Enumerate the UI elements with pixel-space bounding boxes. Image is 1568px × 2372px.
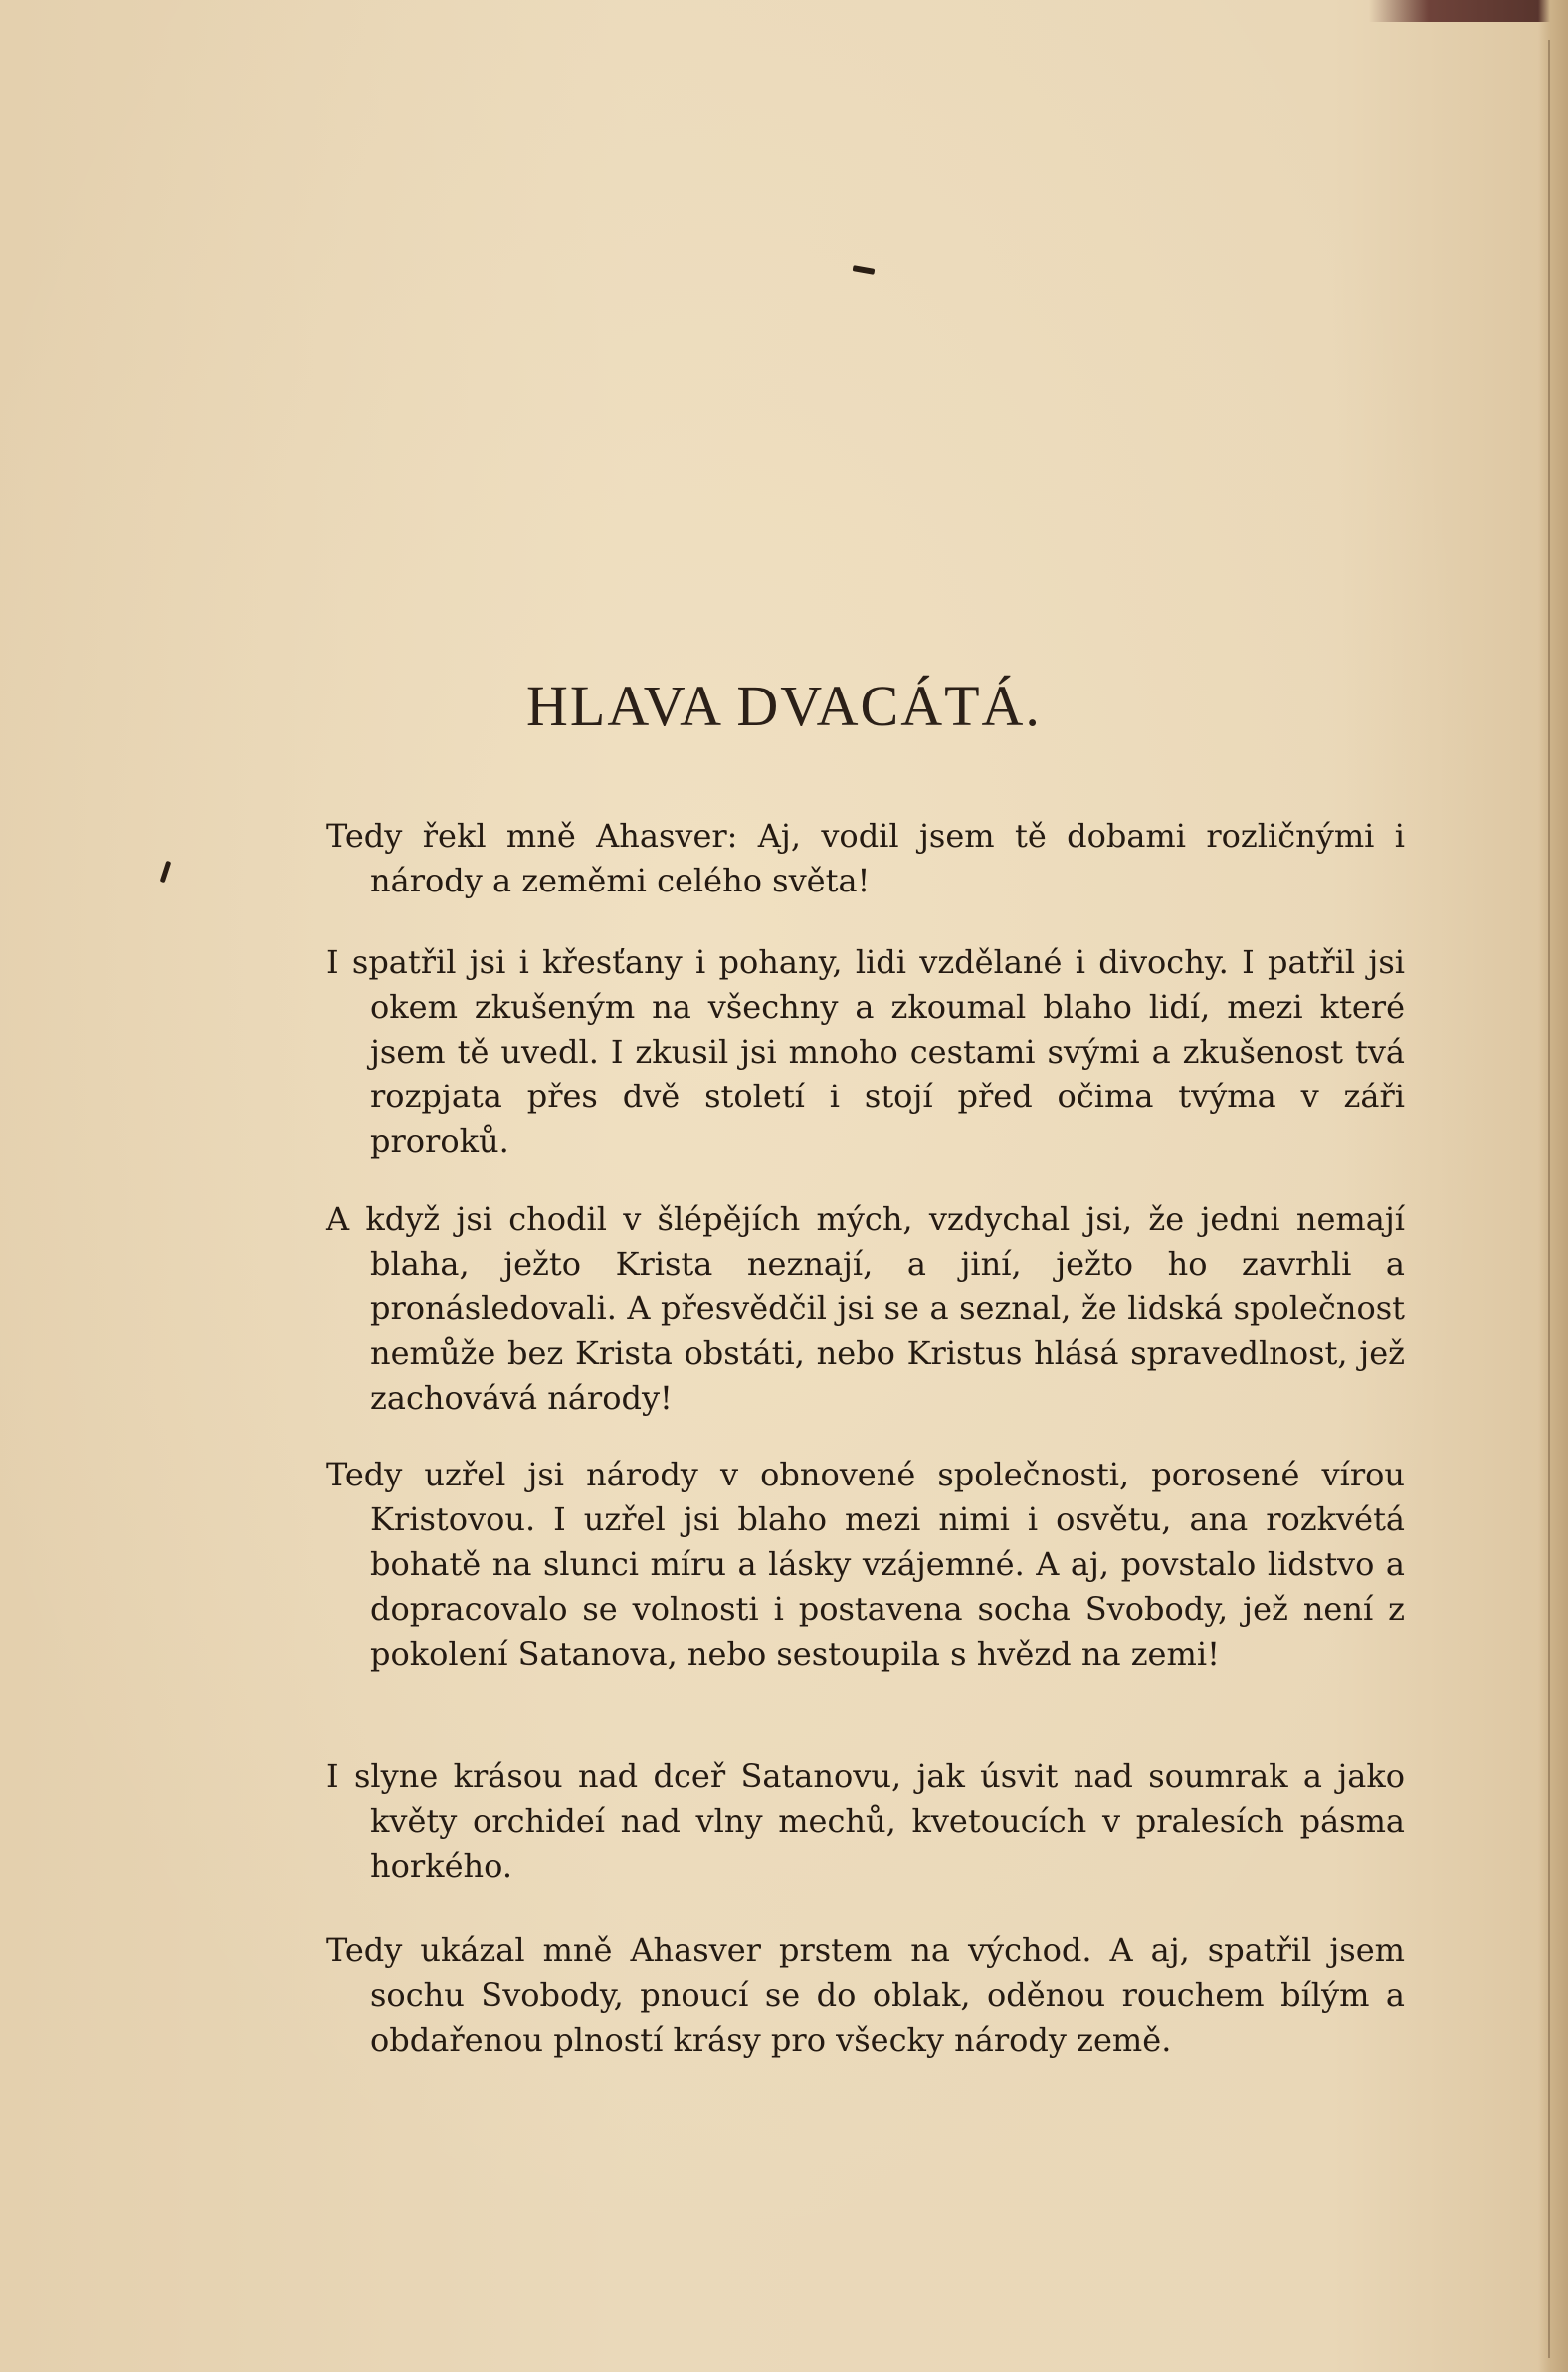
chapter-title: HLAVA DVACÁTÁ. — [526, 674, 1042, 738]
paragraph: A když jsi chodil v šlépějích mých, vzdychal jsi, že jedni nemají blaha, ježto Krista neznají, a jiní, ježto ho zavrhli a pronásledovali. A přesvědčil jsi se a seznal, že lidská společnost nemůže bez Krista obstáti, nebo Kristus hlásá spravedlnost, jež zachovává národy! — [326, 1200, 1405, 1417]
paragraph: I slyne krásou nad dceř Satanovu, jak úsvit nad soumrak a jako květy orchideí nad vlny mechů, kvetoucích v pralesích pásma horkého. — [326, 1757, 1405, 1884]
paragraph: Tedy uzřel jsi národy v obnovené společnosti, porosené vírou Kristovou. I uzřel jsi blaho mezi nimi i osvětu, ana rozkvétá bohatě na slunci míru a lásky vzájemné. A aj, povstalo lidstvo a dopracovalo se volnosti i postavena socha Svobody, jež není z pokolení Satanova, nebo sestoupila s hvězd na zemi! — [326, 1456, 1405, 1673]
page-edge — [1538, 0, 1568, 2372]
paragraph: I spatřil jsi i křesťany i pohany, lidi vzdělané i divochy. I patřil jsi okem zkušeným na všechny a zkoumal blaho lidí, mezi které jsem tě uvedl. I zkusil jsi mnoho cestami svými a zkušenost tvá rozpjata přes dvě století i stojí před očima tvýma v záři proroků. — [326, 943, 1405, 1160]
paragraph: Tedy ukázal mně Ahasver prstem na východ. A aj, spatřil jsem sochu Svobody, pnoucí se do oblak, oděnou rouchem bílým a obdařenou plností krásy pro všecky národy země. — [326, 1931, 1405, 2059]
binding-line — [1548, 40, 1550, 2358]
paragraph: Tedy řekl mně Ahasver: Aj, vodil jsem tě dobami rozličnými i národy a zeměmi celého světa! — [326, 817, 1405, 899]
ink-speck — [160, 861, 172, 883]
ink-speck — [853, 265, 876, 275]
